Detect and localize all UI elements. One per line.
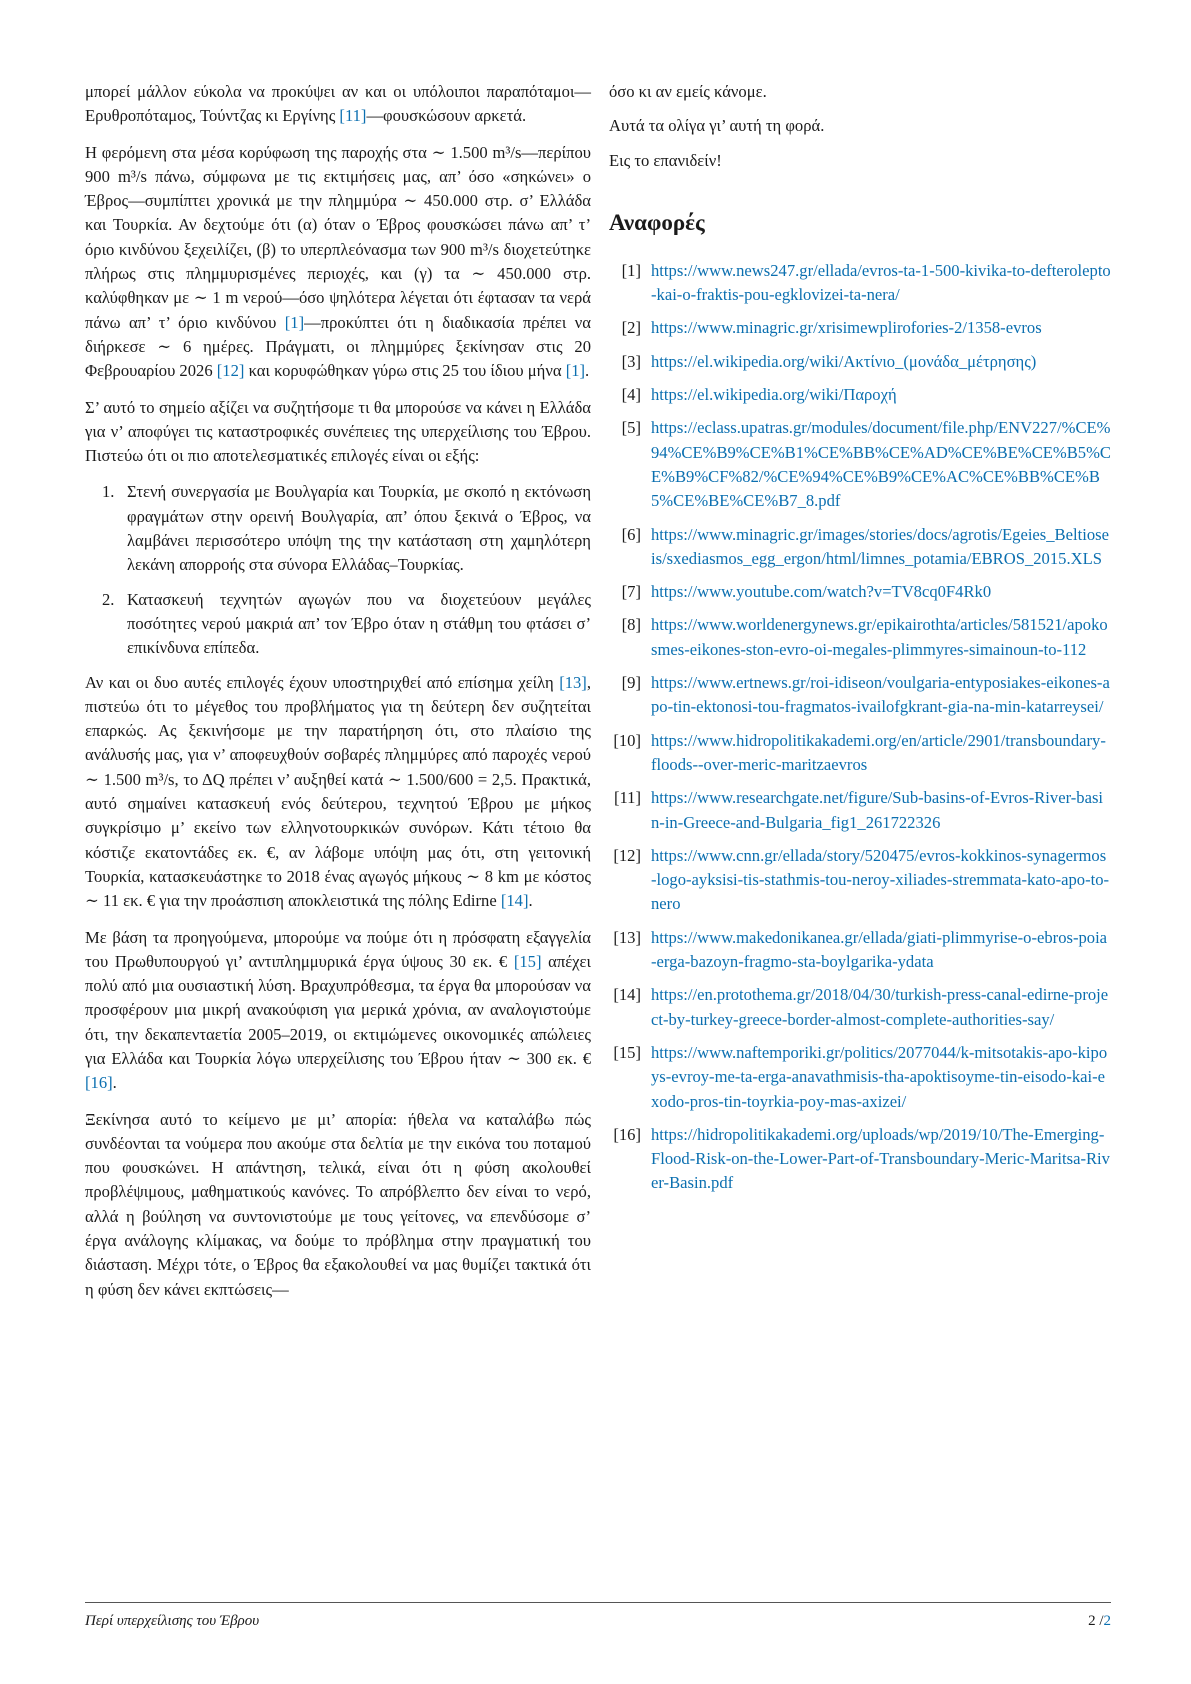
- reference-number: [6]: [621, 524, 641, 544]
- options-list: [85, 480, 591, 660]
- reference-url-link[interactable]: https://www.minagric.gr/images/stories/docs/agrotis/Egeies_Beltioseis/sxediasmos_egg_ergon/html/limnes_potamia/EBROS_2015.XLS: [651, 524, 1109, 568]
- reference-url-link[interactable]: https://www.makedonikanea.gr/ellada/giati-plimmyrise-o-ebros-poia-erga-bazoyn-fragmo-sta-boylgarika-ydata: [651, 927, 1108, 972]
- reference-url-link[interactable]: https://www.news247.gr/ellada/evros-ta-1-500-kivika-to-defterolepto-kai-o-fraktis-pou-egklovizei-ta-nera/: [651, 260, 1111, 305]
- reference-item: [609, 383, 1111, 407]
- page-footer: [85, 1602, 1111, 1629]
- reference-url-link[interactable]: https://www.ertnews.gr/roi-idiseon/voulgaria-entyposiakes-eikones-apo-tin-ektonosi-tou-fragmatos-ivailofgkrant-gia-na-min-katarreysei/: [651, 673, 1110, 717]
- reference-item: [609, 729, 1111, 778]
- reference-item: [609, 786, 1111, 835]
- reference-url-link[interactable]: https://www.worldenergynews.gr/epikairothta/articles/581521/apokosmes-eikones-ston-evro-oi-megales-plimmyres-simainoun-to-112: [651, 615, 1108, 659]
- reference-number: [9]: [621, 673, 641, 693]
- paragraph-4: Αν και οι δυο αυτές επιλογές έχουν υποστηριχθεί από επίσημα χείλη [13], πιστεύω ότι το μέγεθος του προβλήματος για τη δεύτερη δεν συζητείται επαρκώς. Ας ξεκινήσομε με την παρατήρηση ότι, στο πλαίσιο της ανάλυσής μας, για ν’ αποφευχθούν σοβαρές πλημμύρες από παροχές νερού ∼ 1.500 m³/s, το ΔQ πρέπει ν’ αυξηθεί κατά ∼ 1.500/600 = 2,5. Πρακτικά, αυτό σημαίνει κατασκευή ενός δεύτερου, τεχνητού Έβρου με μήκος συγκρίσιμο μ’ εκείνο των ελληνοτουρκικών συνόρων. Κάτι τέτοιο θα κόστιζε εκατοντάδες εκ. €, αν λάβομε υπόψη μας ότι, στη γειτονική Τουρκία, κατασκευάστηκε το 2018 ένας αγωγός μήκους ∼ 8 km με κόστος ∼ 11 εκ. € για την προάσπιση αποκλειστικά της πόλης Edirne [14].: [85, 672, 591, 911]
- reference-item: [609, 350, 1111, 374]
- reference-number: [8]: [621, 615, 641, 635]
- references-heading: Αναφορές: [609, 209, 705, 235]
- reference-item: [609, 523, 1111, 572]
- paragraph-3: Σ’ αυτό το σημείο αξίζει να συζητήσομε τι θα μπορούσε να κάνει η Ελλάδα για ν’ αποφύγει τις καταστροφικές συνέπειες της υπερχείλισης του Έβρου. Πιστεύω ότι οι πιο αποτελεσματικές επιλογές είναι οι εξής:: [85, 397, 591, 466]
- list-item: 2. Κατασκευή τεχνητών αγωγών που να διοχετεύουν μεγάλες ποσότητες νερού μακριά απ’ τον Έβρο όταν η στάθμη του φτάσει σ’ επικίνδυνα επίπεδα.: [102, 589, 591, 658]
- reference-number: [15]: [613, 1042, 641, 1062]
- reference-item: [609, 316, 1111, 340]
- reference-number: [5]: [621, 418, 641, 438]
- reference-number: [7]: [621, 582, 641, 602]
- citation-link[interactable]: [13]: [559, 672, 587, 692]
- reference-number: [14]: [613, 985, 641, 1005]
- reference-url-link[interactable]: https://en.protothema.gr/2018/04/30/turkish-press-canal-edirne-project-by-turkey-greece-border-almost-complete-authorities-say/: [651, 985, 1109, 1029]
- reference-url-link[interactable]: https://el.wikipedia.org/wiki/Παροχή: [651, 385, 897, 405]
- paragraph-2: Η φερόμενη στα μέσα κορύφωση της παροχής στα ∼ 1.500 m³/s—περίπου 900 m³/s πάνω, σύμφωνα με τις εκτιμήσεις μας, απ’ όσο «σηκώνει» ο Έβρος—συμπίπτει χρονικά με την πλημμύρα ∼ 450.000 στρ. σ’ Ελλάδα και Τουρκία. Αν δεχτούμε ότι (α) όταν ο Έβρος φουσκώσει πάνω απ’ τ’ όριο κινδύνου ξεχειλίζει, (β) το υπερπλεόνασμα των 900 m³/s διοχετεύτηκε πλήρως στις πλημμυρισμένες περιοχές, και (γ) τα ∼ 450.000 στρ. καλύφθηκαν με ∼ 1 m νερού—όσο ψηλότερα λέγεται ότι έφτασαν τα νερά πάνω απ’ τ’ όριο κινδύνου [1]—προκύπτει ότι η διαδικασία πρέπει να διήρκεσε ∼ 6 ημέρες. Πράγματι, οι πλημμύρες ξεκίνησαν στις 20 Φεβρουαρίου 2026 [12] και κορυφώθηκαν γύρω στις 25 του ίδιου μήνα [1].: [85, 142, 591, 381]
- citation-link[interactable]: [16]: [85, 1073, 113, 1093]
- citation-link[interactable]: [1]: [565, 361, 586, 381]
- reference-url-link[interactable]: https://www.hidropolitikakademi.org/en/article/2901/transboundary-floods--over-meric-maritzaevros: [651, 730, 1106, 774]
- reference-url-link[interactable]: https://www.naftemporiki.gr/politics/2077044/k-mitsotakis-apo-kipoys-evroy-me-ta-erga-anavathmisis-tha-apoktisoyme-tin-eisodo-kai-exodo-pros-tin-toyrkia-poy-mas-axizei/: [651, 1042, 1108, 1111]
- reference-url-link[interactable]: https://eclass.upatras.gr/modules/document/file.php/ENV227/%CE%94%CE%B9%CE%B1%CE%BB%CE%AD%CE%BE%CE%B5%CE%B9%CF%82/%CE%94%CE%B9%CE%AC%CE%BB%CE%B5%CE%BE%CE%B7_8.pdf: [651, 418, 1111, 511]
- reference-number: [2]: [621, 318, 641, 338]
- reference-number: [13]: [613, 927, 641, 947]
- references-list: [609, 259, 1111, 1196]
- reference-number: [3]: [621, 351, 641, 371]
- paragraph-closing-1: όσο κι αν εμείς κάνομε.: [609, 82, 767, 101]
- list-item: 1. Στενή συνεργασία με Βουλγαρία και Τουρκία, με σκοπό η εκτόνωση φραγμάτων στην ορεινή Βουλγαρία, απ’ όπου ξεκινά ο Έβρος, να λαμβάνει περισσότερο υπόψη της την κατάσταση στη χαμηλότερη λεκάνη απορροής στα σύνορα Ελλάδας–Τουρκίας.: [102, 482, 591, 575]
- reference-number: [10]: [613, 730, 641, 750]
- citation-link[interactable]: [14]: [500, 891, 529, 911]
- reference-item: [609, 1041, 1111, 1114]
- reference-item: [609, 259, 1111, 308]
- reference-item: [609, 844, 1111, 917]
- citation-link[interactable]: [11]: [339, 106, 367, 126]
- reference-url-link[interactable]: https://www.minagric.gr/xrisimewplirofories-2/1358-evros: [651, 318, 1042, 338]
- reference-number: [11]: [613, 788, 641, 808]
- citation-link[interactable]: [15]: [513, 951, 542, 971]
- paragraph-closing-2: Αυτά τα ολίγα γι’ αυτή τη φορά.: [609, 116, 825, 136]
- reference-item: [609, 983, 1111, 1032]
- reference-number: [4]: [621, 385, 641, 405]
- total-pages-link[interactable]: 2: [1103, 1613, 1111, 1629]
- reference-item: [609, 613, 1111, 662]
- footer-title: Περί υπερχείλισης του Έβρου: [85, 1613, 260, 1629]
- reference-url-link[interactable]: https://www.researchgate.net/figure/Sub-basins-of-Evros-River-basin-in-Greece-and-Bulgaria_fig1_261722326: [651, 788, 1104, 832]
- citation-link[interactable]: [1]: [284, 312, 305, 332]
- reference-url-link[interactable]: https://www.youtube.com/watch?v=TV8cq0F4Rk0: [651, 582, 992, 602]
- citation-link[interactable]: [12]: [216, 361, 245, 381]
- reference-number: [12]: [613, 845, 641, 865]
- right-column: [609, 80, 1111, 1205]
- reference-item: [609, 580, 1111, 604]
- reference-item: [609, 671, 1111, 720]
- reference-number: [16]: [613, 1124, 641, 1144]
- reference-url-link[interactable]: https://www.cnn.gr/ellada/story/520475/evros-kokkinos-synagermos-logo-ayksisi-tis-stathmis-tou-neroy-xiliades-stremmata-kato-apo-to-nero: [651, 845, 1110, 914]
- paragraph-1: μπορεί μάλλον εύκολα να προκύψει αν και οι υπόλοιποι παραπόταμοι—Ερυθροπόταμος, Τούντζας κι Εργίνης [11]—φουσκώσουν αρκετά.: [85, 82, 591, 126]
- paragraph-6: Ξεκίνησα αυτό το κείμενο με μι’ απορία: ήθελα να καταλάβω πώς συνδέονται τα νούμερα που ακούμε στα δελτία με την εικόνα του ποταμού που φουσκώνει. Η απάντηση, τελικά, είναι ότι η φύση ακολουθεί προβλέψιμους, μαθηματικούς κανόνες. Το απρόβλεπτο δεν είναι το νερό, αλλά η βούληση να συντονιστούμε με τους γείτονες, να επενδύσομε σ’ έργα ανάλογης κλίμακας, να δούμε το πρόβλημα στην πραγματική του διάσταση. Μέχρι τότε, ο Έβρος θα εξακολουθεί να μας θυμίζει τακτικά ότι η φύση δεν κάνει εκπτώσεις—: [85, 1109, 591, 1299]
- reference-item: [609, 1123, 1111, 1196]
- reference-number: [1]: [621, 260, 641, 280]
- reference-url-link[interactable]: https://hidropolitikakademi.org/uploads/wp/2019/10/The-Emerging-Flood-Risk-on-the-Lower-Part-of-Transboundary-Meric-Maritsa-River-Basin.pdf: [651, 1124, 1110, 1193]
- paragraph-5: Με βάση τα προηγούμενα, μπορούμε να πούμε ότι η πρόσφατη εξαγγελία του Πρωθυπουργού γι’ αντιπλημμυρικά έργα ύψους 30 εκ. € [15] απέχει πολύ από μια ουσιαστική λύση. Βραχυπρόθεσμα, τα έργα θα μπορούσαν να προσφέρουν μια μικρή ανακούφιση για μερικά χρόνια, αν αναλογιστούμε ότι, την δεκαπενταετία 2005–2019, οι εκτιμώμενες οικονομικές απώλειες για Ελλάδα και Τουρκία λόγω υπερχείλισης του Έβρου ήταν ∼ 300 εκ. € [16].: [85, 927, 591, 1093]
- page-number: 2 /2: [1088, 1613, 1111, 1629]
- reference-url-link[interactable]: https://el.wikipedia.org/wiki/Ακτίνιο_(μονάδα_μέτρησης): [651, 351, 1037, 371]
- paragraph-closing-3: Εις το επανιδείν!: [609, 150, 722, 170]
- reference-item: [609, 926, 1111, 975]
- reference-item: [609, 416, 1111, 513]
- left-column: [85, 80, 591, 1314]
